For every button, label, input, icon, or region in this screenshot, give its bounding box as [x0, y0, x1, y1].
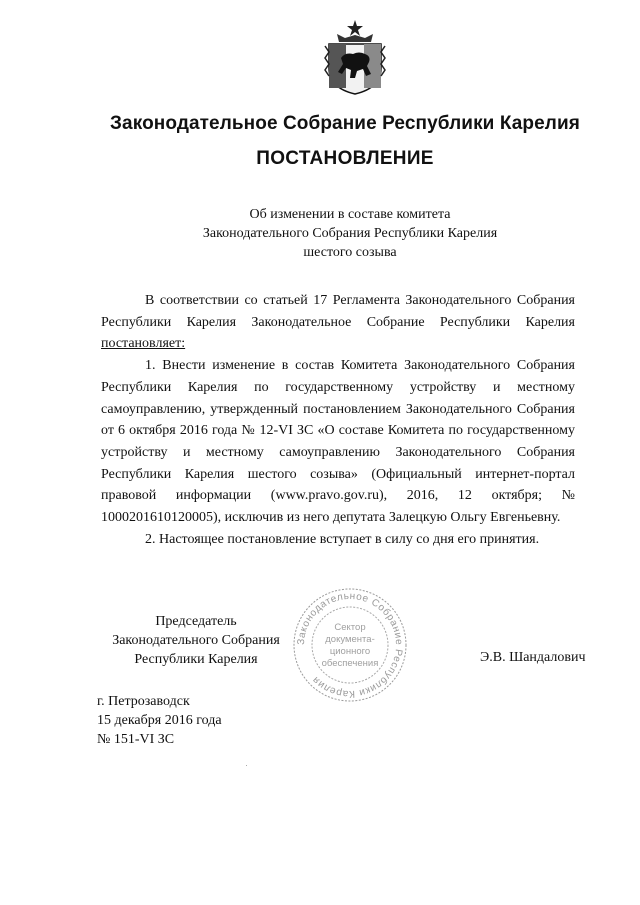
karelia-coat-of-arms-icon — [319, 18, 391, 96]
stamp-center-text: документа- — [325, 634, 375, 645]
signer-position-line: Республики Карелия — [134, 652, 258, 667]
document-body — [101, 290, 575, 550]
stamp-center-text: обеспечения — [321, 658, 379, 669]
document-number: № 151-VI ЗС — [97, 732, 175, 747]
stamp-ring-text: Законодательное Собрание Республики Карелия — [295, 590, 405, 700]
subject-line: Законодательного Собрания Республики Карелия — [202, 226, 498, 241]
stamp-center-text: Сектор — [334, 622, 366, 633]
signer-name: Э.В. Шандалович — [480, 650, 586, 665]
resolution-item-2: 2. Настоящее постановление вступает в силу со дня его принятия. — [145, 531, 540, 547]
signer-position-line: Законодательного Собрания — [112, 633, 280, 648]
stamp-center-text: ционного — [329, 646, 371, 657]
subject-line: Об изменении в составе комитета — [249, 207, 451, 222]
scan-speck — [246, 765, 247, 766]
place-of-adoption: г. Петрозаводск — [97, 694, 190, 709]
organization-title: Законодательное Собрание Республики Карелия — [110, 113, 580, 134]
adoption-date: 15 декабря 2016 года — [97, 713, 222, 728]
resolves-word: постановляет: — [101, 336, 186, 352]
subject-line: шестого созыва — [303, 245, 397, 260]
preamble-paragraph — [101, 290, 575, 355]
official-stamp — [290, 585, 410, 705]
signer-position-line: Председатель — [155, 614, 237, 629]
document-footer — [97, 692, 222, 749]
signer-position — [96, 612, 296, 669]
document-type-heading: ПОСТАНОВЛЕНИЕ — [256, 148, 434, 169]
preamble-text: В соответствии со статьей 17 Регламента Законодательного Собрания Республики Карелия Законодательное Собрание Республики Карелия — [101, 293, 575, 330]
document-subject — [0, 205, 640, 262]
resolution-item-1: 1. Внести изменение в состав Комитета Законодательного Собрания Республики Карелия по государственному устройству и местному самоуправлению, утвержденный постановлением Законодательного Собрания от 6 октября 2016 года № 12-VI ЗС «О составе Комитета по государственному устройству и местному самоуправлению Законодательного Собрания Республики Карелия шестого созыва» (Официальный интернет-портал правовой информации (www.pravo.gov.ru), 2016, 12 октября; № 1000201610120005), исключив из него депутата Залецкую Ольгу Евгеньевну. — [101, 358, 575, 526]
